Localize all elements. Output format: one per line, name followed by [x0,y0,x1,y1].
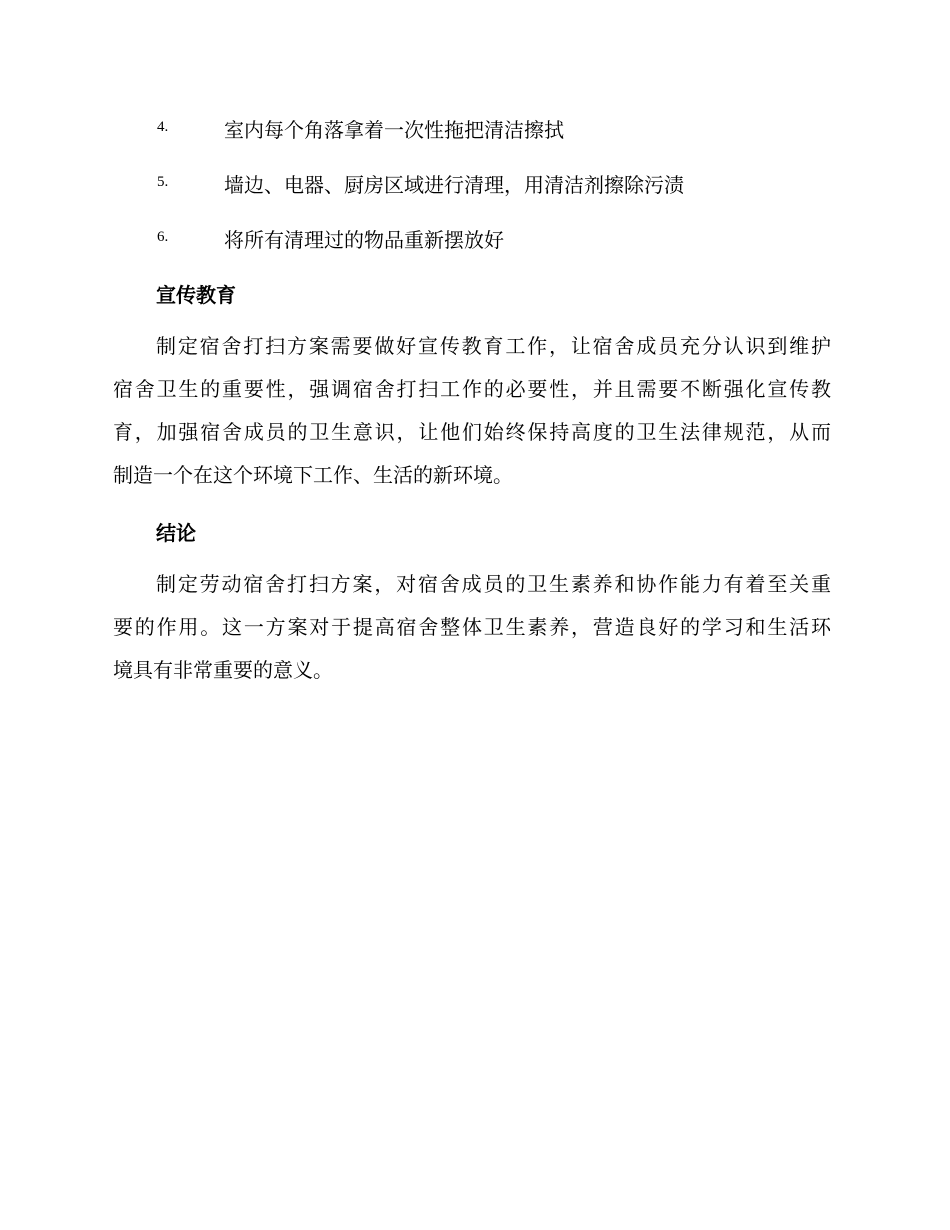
paragraph-publicity-education [113,325,831,497]
list-item [0,108,950,163]
paragraph-line: 制定劳动宿舍打扫方案，对宿舍成员的卫生素养和协作能力有着至关重 [156,572,831,596]
section-heading-publicity-education: 宣传教育 [156,283,236,307]
paragraph-line: 制定宿舍打扫方案需要做好宣传教育工作，让宿舍成员充分认识到维护 [156,334,831,358]
paragraph-line: 宿舍卫生的重要性，强调宿舍打扫工作的必要性，并且需要不断强化宣传教 [113,377,831,401]
list-item-number: 6. [157,229,169,245]
paragraph-conclusion [113,563,831,692]
numbered-list [0,108,950,273]
list-item-number: 5. [157,174,169,190]
list-item [0,163,950,218]
list-item-text: 墙边、电器、厨房区域进行清理，用清洁剂擦除污渍 [224,173,684,197]
paragraph-line: 育，加强宿舍成员的卫生意识，让他们始终保持高度的卫生法律规范，从而 [113,420,831,444]
paragraph-line: 要的作用。这一方案对于提高宿舍整体卫生素养，营造良好的学习和生活环 [113,615,831,639]
list-item-number: 4. [157,119,169,135]
list-item-text: 室内每个角落拿着一次性拖把清洁擦拭 [224,118,564,142]
section-heading-conclusion: 结论 [156,521,196,545]
list-item-text: 将所有清理过的物品重新摆放好 [224,228,504,252]
paragraph-line: 境具有非常重要的意义。 [113,658,333,682]
paragraph-line: 制造一个在这个环境下工作、生活的新环境。 [113,463,513,487]
list-item [0,218,950,273]
